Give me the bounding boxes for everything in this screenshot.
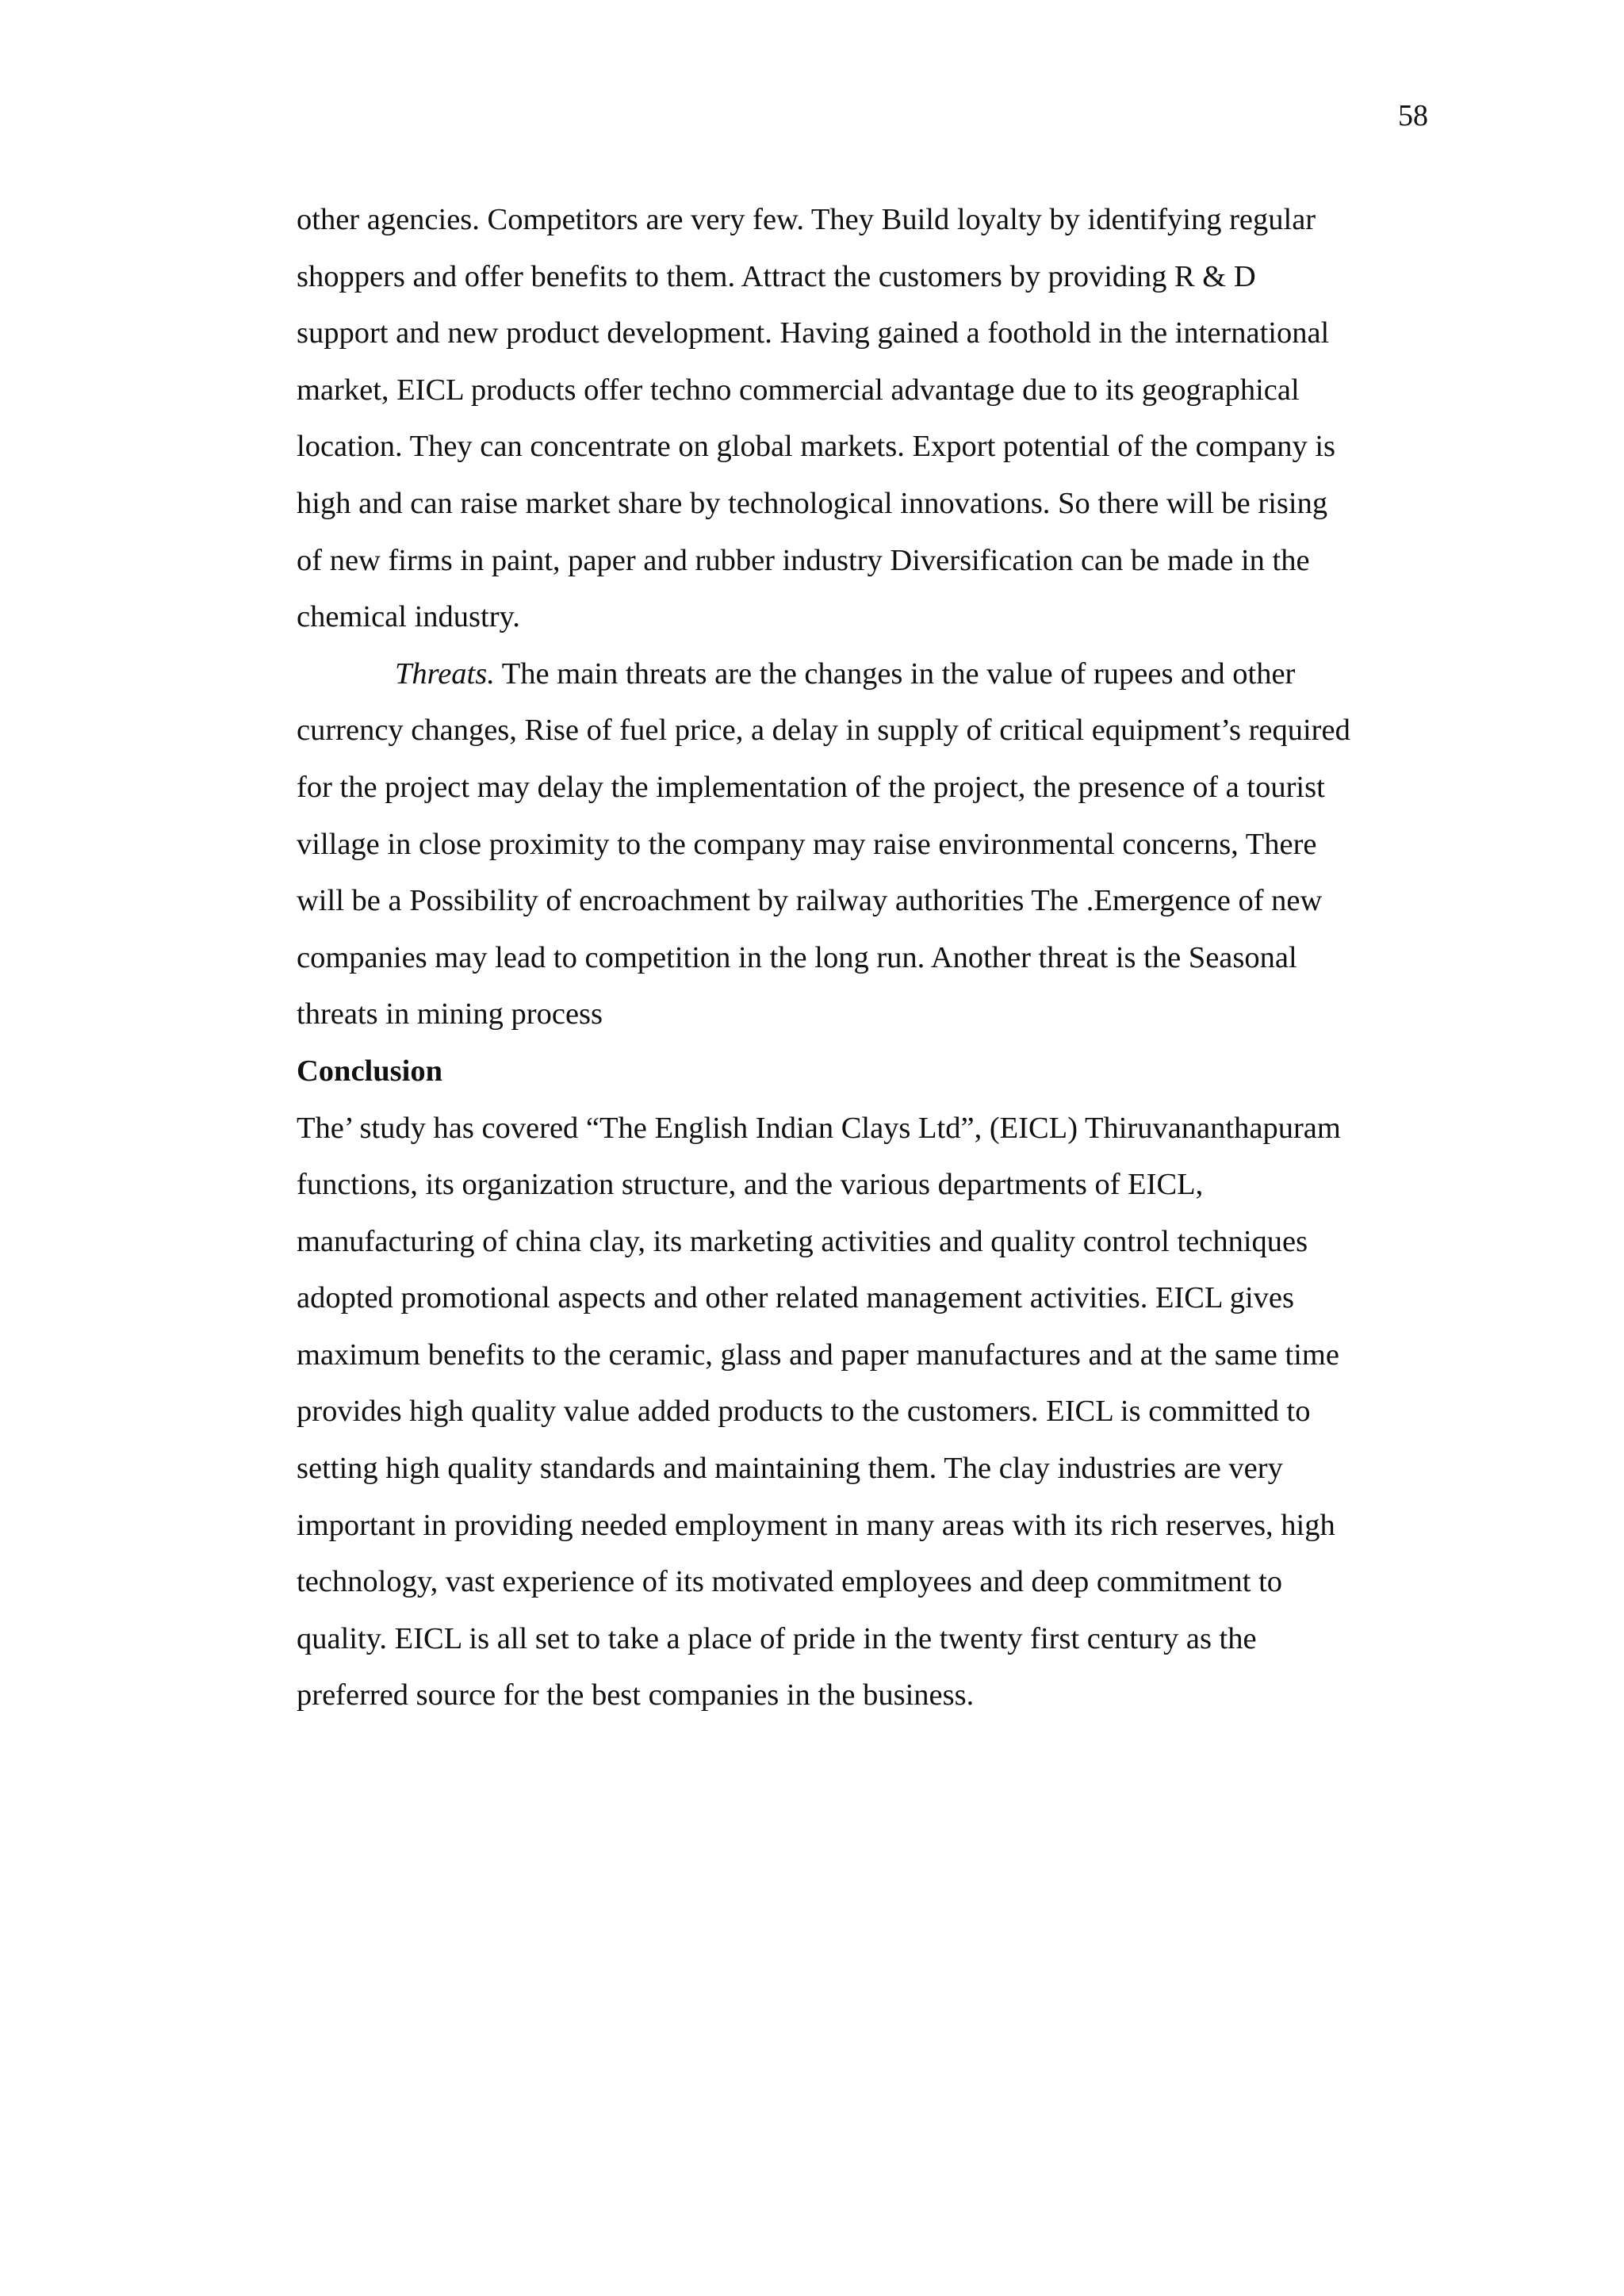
opportunities-paragraph xyxy=(297,192,1454,646)
text-line xyxy=(297,646,1454,703)
text-line: other agencies. Competitors are very few. They Build loyalty by identifying regular xyxy=(297,203,1316,236)
text-line: market, EICL products offer techno commercial advantage due to its geographical xyxy=(297,373,1300,407)
text-line: provides high quality value added products to the customers. EICL is committed to xyxy=(297,1395,1311,1429)
page-number: 58 xyxy=(1398,99,1428,132)
threats-lead-in: Threats. xyxy=(395,656,495,691)
text-line: important in providing needed employment in many areas with its rich reserves, high xyxy=(297,1508,1335,1542)
text-line: companies may lead to competition in the long run. Another threat is the Seasonal xyxy=(297,940,1297,974)
text-line: for the project may delay the implementation of the project, the presence of a tourist xyxy=(297,770,1325,804)
text-line: The’ study has covered “The English Indian Clays Ltd”, (EICL) Thiruvananthapuram xyxy=(297,1111,1341,1145)
conclusion-paragraph xyxy=(297,1100,1454,1725)
text-line: setting high quality standards and maintaining them. The clay industries are very xyxy=(297,1452,1283,1486)
text-line: currency changes, Rise of fuel price, a delay in supply of critical equipment’s required xyxy=(297,714,1350,748)
text-line: high and can raise market share by technological innovations. So there will be rising xyxy=(297,486,1328,520)
body-text xyxy=(297,192,1454,1724)
text-line: preferred source for the best companies in the business. xyxy=(297,1678,975,1712)
text-line: location. They can concentrate on global markets. Export potential of the company is xyxy=(297,430,1336,464)
text-line: maximum benefits to the ceramic, glass and paper manufactures and at the same time xyxy=(297,1337,1339,1372)
text-line: will be a Possibility of encroachment by railway authorities The .Emergence of new xyxy=(297,884,1323,918)
threats-first-line-text: The main threats are the changes in the value of rupees and other xyxy=(494,656,1296,691)
text-line: manufacturing of china clay, its marketing activities and quality control techniques xyxy=(297,1224,1308,1258)
text-line: support and new product development. Having gained a foothold in the international xyxy=(297,316,1330,350)
threats-paragraph xyxy=(297,646,1454,1043)
text-line: chemical industry. xyxy=(297,600,520,634)
text-line: of new firms in paint, paper and rubber industry Diversification can be made in the xyxy=(297,543,1310,577)
text-line: adopted promotional aspects and other related management activities. EICL gives xyxy=(297,1281,1294,1315)
text-line: shoppers and offer benefits to them. Attract the customers by providing R & D xyxy=(297,259,1256,293)
conclusion-heading: Conclusion xyxy=(297,1054,443,1088)
text-line: quality. EICL is all set to take a place of pride in the twenty first century as the xyxy=(297,1621,1257,1655)
text-line: functions, its organization structure, and the various departments of EICL, xyxy=(297,1168,1204,1202)
text-line: technology, vast experience of its motivated employees and deep commitment to xyxy=(297,1565,1283,1599)
text-line: village in close proximity to the company may raise environmental concerns, There xyxy=(297,827,1317,861)
text-line: threats in mining process xyxy=(297,997,603,1031)
